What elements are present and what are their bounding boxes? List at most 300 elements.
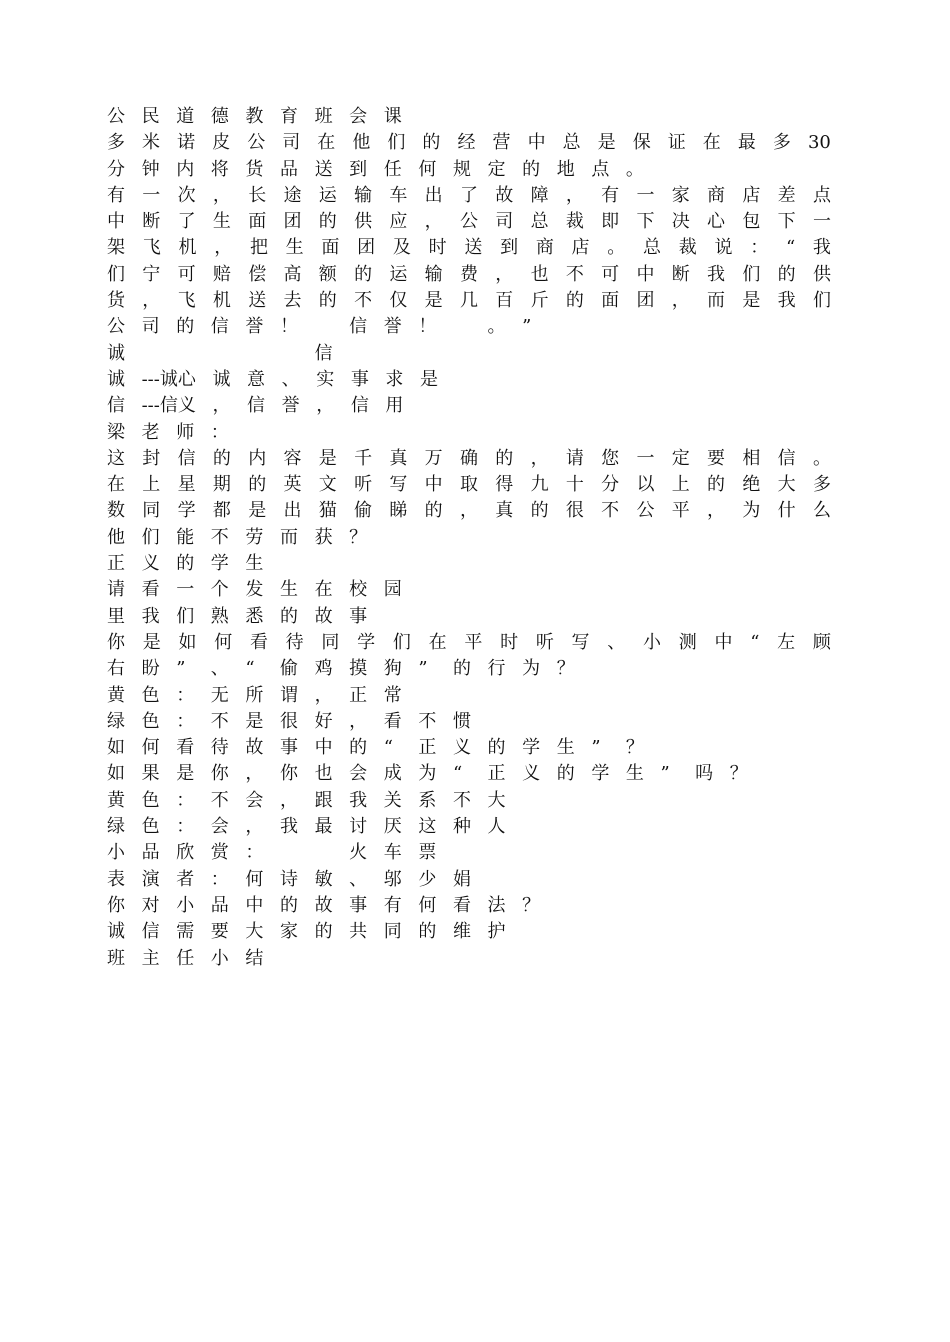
text-token: 不 — [601, 500, 620, 522]
section-heading — [107, 341, 831, 367]
text-token: 最 — [737, 132, 756, 154]
text-token: 者 — [176, 868, 195, 890]
text-token: 信 — [350, 395, 369, 417]
text-token: 。 — [625, 158, 644, 180]
text-token: 架 — [107, 237, 125, 259]
text-token: 在 — [314, 579, 333, 601]
text-token: 信 — [107, 395, 125, 417]
text-token: 去 — [283, 290, 302, 312]
text-token: 商 — [535, 237, 554, 259]
text-token: 地 — [556, 158, 575, 180]
text-token: 。 — [607, 237, 626, 259]
text-token: 得 — [495, 474, 514, 496]
text-token: 有 — [107, 184, 125, 206]
text-token: 了 — [177, 211, 196, 233]
text-token: 系 — [418, 789, 437, 811]
text-line — [107, 183, 831, 209]
text-token: 结 — [245, 947, 264, 969]
text-token: 英 — [283, 474, 302, 496]
text-token: 你 — [107, 631, 125, 653]
text-token: 法 — [487, 894, 506, 916]
text-token: 生 — [625, 763, 644, 785]
text-token: 总 — [562, 132, 581, 154]
text-token: 班 — [107, 947, 125, 969]
text-token: 表 — [107, 868, 125, 890]
text-token: 护 — [487, 921, 506, 943]
text-token: 吗 — [695, 763, 714, 785]
text-token: 飞 — [177, 290, 196, 312]
text-token: 正 — [418, 737, 437, 759]
text-line — [107, 235, 831, 261]
text-token: 货 — [245, 158, 264, 180]
text-token: 的 — [565, 290, 584, 312]
text-token: 什 — [777, 500, 796, 522]
text-token: 文 — [318, 474, 337, 496]
text-token: 保 — [632, 132, 651, 154]
text-token: 应 — [389, 211, 408, 233]
text-token: 营 — [492, 132, 511, 154]
text-token — [280, 840, 315, 866]
text-token: 这 — [418, 816, 437, 838]
text-token: 信 — [349, 316, 368, 338]
text-token: 火 — [349, 842, 368, 864]
text-token: ---诚 — [141, 368, 178, 390]
text-token: 信 — [210, 316, 229, 338]
text-token: 为 — [418, 763, 437, 785]
text-token: 证 — [667, 132, 686, 154]
text-line — [107, 525, 831, 551]
text-token: 宁 — [142, 263, 161, 285]
text-token: 义 — [522, 763, 541, 785]
text-token: ， — [214, 237, 233, 259]
text-token: 信 — [314, 342, 333, 364]
text-token: 公 — [636, 500, 655, 522]
text-token: 公 — [107, 316, 125, 338]
text-token: 把 — [249, 237, 268, 259]
text-token: 的 — [707, 474, 726, 496]
text-token: 总 — [530, 211, 549, 233]
text-token: 义 — [452, 737, 471, 759]
text-token: 了 — [459, 184, 478, 206]
text-token: 供 — [354, 211, 373, 233]
text-token: 请 — [565, 447, 584, 469]
text-token: 顾 — [812, 631, 831, 653]
text-token: 是 — [742, 290, 761, 312]
text-line — [107, 709, 831, 735]
text-token: 信 — [247, 395, 266, 417]
text-token: 上 — [671, 474, 690, 496]
text-token: 园 — [383, 579, 402, 601]
text-token: 在 — [107, 474, 125, 496]
text-token: 的 — [248, 474, 267, 496]
text-token: 所 — [245, 684, 264, 706]
text-token: ？ — [349, 526, 368, 548]
text-token: 主 — [141, 947, 160, 969]
text-token: 写 — [389, 474, 408, 496]
text-token: 送 — [314, 158, 333, 180]
text-token: 信 — [777, 447, 796, 469]
text-token: 誉 — [245, 316, 264, 338]
text-token: 生 — [212, 211, 231, 233]
text-token: 的 — [522, 158, 541, 180]
text-token: 长 — [248, 184, 267, 206]
text-token: 封 — [142, 447, 161, 469]
text-token: 故 — [314, 605, 333, 627]
text-token: 绿 — [107, 816, 125, 838]
text-token: 也 — [314, 763, 333, 785]
text-token: 是 — [424, 290, 443, 312]
text-token: 盼 — [141, 658, 160, 680]
text-token: 额 — [318, 263, 337, 285]
text-token: 到 — [500, 237, 519, 259]
text-token: 何 — [418, 158, 437, 180]
text-token: 容 — [283, 447, 302, 469]
text-token: 种 — [452, 816, 471, 838]
text-token: 期 — [212, 474, 231, 496]
text-line — [107, 919, 831, 945]
text-token: 色 — [141, 684, 160, 706]
text-token: ” — [176, 658, 186, 680]
text-token: 可 — [601, 263, 620, 285]
text-token: 绿 — [107, 710, 125, 732]
text-token: 取 — [459, 474, 478, 496]
text-token: 次 — [177, 184, 196, 206]
text-token: 我 — [812, 237, 831, 259]
text-token: “ — [750, 631, 760, 653]
text-token: 事 — [350, 368, 369, 390]
text-token: 输 — [424, 263, 443, 285]
text-token: ， — [707, 500, 726, 522]
text-token: 正 — [487, 763, 506, 785]
text-token — [315, 314, 350, 340]
text-token: ： — [245, 842, 264, 864]
text-token: 小 — [643, 631, 662, 653]
text-line — [107, 867, 831, 893]
text-token: 行 — [487, 658, 506, 680]
text-line — [107, 130, 831, 156]
text-token: 色 — [141, 710, 160, 732]
text-token: 出 — [424, 184, 443, 206]
text-line — [107, 893, 831, 919]
text-token: 车 — [389, 184, 408, 206]
text-token: 不 — [565, 263, 584, 285]
text-token: ， — [212, 184, 231, 206]
text-token: 而 — [707, 290, 726, 312]
text-token: 内 — [248, 447, 267, 469]
text-token: 运 — [318, 184, 337, 206]
text-token: 心 — [177, 368, 196, 390]
text-token: 十 — [565, 474, 584, 496]
text-token: 裁 — [678, 237, 697, 259]
text-token: 你 — [279, 763, 298, 785]
text-token: 几 — [459, 290, 478, 312]
text-token: 的 — [530, 500, 549, 522]
text-token: 班 — [314, 106, 333, 127]
text-line — [107, 946, 831, 972]
text-token: 大 — [245, 921, 264, 943]
text-token: 出 — [283, 500, 302, 522]
text-token: 会 — [349, 106, 368, 127]
text-token: 定 — [487, 158, 506, 180]
text-token: 看 — [452, 894, 471, 916]
text-token: ， — [349, 710, 368, 732]
text-token: 的 — [279, 605, 298, 627]
text-token: 家 — [671, 184, 690, 206]
text-token: 演 — [141, 868, 160, 890]
text-token: 很 — [279, 710, 298, 732]
text-token: 何 — [418, 894, 437, 916]
text-token: 诺 — [177, 132, 196, 154]
text-token: 同 — [142, 500, 161, 522]
text-token: ？ — [729, 763, 748, 785]
text-line — [107, 735, 831, 761]
text-token: 德 — [210, 106, 229, 127]
text-token: 规 — [452, 158, 471, 180]
text-token: 的 — [424, 500, 443, 522]
text-token: 诚 — [107, 342, 125, 364]
text-token: 赔 — [212, 263, 231, 285]
text-token: 在 — [702, 132, 721, 154]
text-token: 熟 — [210, 605, 229, 627]
text-token: 运 — [389, 263, 408, 285]
text-token: 可 — [177, 263, 196, 285]
text-token: 誉 — [281, 395, 300, 417]
text-token: 他 — [107, 526, 125, 548]
text-token: 个 — [210, 579, 229, 601]
text-token: 小 — [176, 894, 195, 916]
text-token: 右 — [107, 658, 125, 680]
text-token: 上 — [142, 474, 161, 496]
text-token: 学 — [591, 763, 610, 785]
text-token: 中 — [107, 211, 125, 233]
text-token: 高 — [283, 263, 302, 285]
text-token: 的 — [452, 658, 471, 680]
text-token: 绝 — [742, 474, 761, 496]
text-token: 百 — [495, 290, 514, 312]
text-token: 品 — [210, 894, 229, 916]
text-token: 30 — [807, 132, 831, 154]
text-token: 下 — [636, 211, 655, 233]
text-token: 需 — [176, 921, 195, 943]
text-token: 摸 — [349, 658, 368, 680]
text-token: 商 — [707, 184, 726, 206]
text-token: 师 — [176, 421, 195, 443]
text-token: 这 — [107, 447, 125, 469]
text-token: 里 — [107, 605, 125, 627]
text-token: 诚 — [212, 368, 231, 390]
text-token: 的 — [314, 921, 333, 943]
text-token: ？ — [522, 894, 541, 916]
text-token: 左 — [777, 631, 796, 653]
text-token: 不 — [452, 789, 471, 811]
text-token: 老 — [141, 421, 160, 443]
text-token: 决 — [671, 211, 690, 233]
text-token: 是 — [420, 368, 438, 390]
text-token: 真 — [389, 447, 408, 469]
text-token: 内 — [176, 158, 195, 180]
text-token: 学 — [522, 737, 541, 759]
text-token: ， — [279, 789, 298, 811]
text-token: 为 — [522, 658, 541, 680]
text-token: 即 — [601, 211, 620, 233]
text-token: ， — [142, 290, 161, 312]
text-token: 有 — [383, 894, 402, 916]
text-token: 们 — [742, 263, 761, 285]
text-token: 事 — [349, 894, 368, 916]
text-token: 不 — [210, 710, 229, 732]
text-token: 千 — [354, 447, 373, 469]
text-token: 的 — [176, 553, 195, 575]
text-token: 票 — [418, 842, 437, 864]
text-token: 成 — [383, 763, 402, 785]
text-token: 不 — [354, 290, 373, 312]
text-line — [107, 288, 831, 314]
text-token: 分 — [107, 158, 125, 180]
text-token: ： — [176, 816, 195, 838]
text-token: 如 — [107, 763, 125, 785]
text-token: 我 — [141, 605, 160, 627]
text-token: 大 — [487, 789, 506, 811]
text-token: 故 — [314, 894, 333, 916]
text-token: 无 — [210, 684, 229, 706]
text-token: ” — [591, 737, 601, 759]
text-token: 实 — [316, 368, 335, 390]
text-token: 米 — [142, 132, 161, 154]
text-token: 不 — [210, 526, 229, 548]
text-token: 多 — [107, 132, 125, 154]
text-token: 小 — [107, 842, 125, 864]
text-token: 团 — [357, 237, 376, 259]
text-token: 好 — [314, 710, 333, 732]
text-token: 欣 — [176, 842, 195, 864]
text-token: ： — [750, 237, 769, 259]
text-line — [107, 472, 831, 498]
text-token: 同 — [383, 921, 402, 943]
text-token: 很 — [565, 500, 584, 522]
text-token: 断 — [671, 263, 690, 285]
text-token: 诚 — [107, 368, 125, 390]
text-token: “ — [383, 737, 393, 759]
text-token: 家 — [279, 921, 298, 943]
text-token: 下 — [777, 211, 796, 233]
text-token: 公 — [107, 106, 125, 127]
text-token: ， — [245, 763, 264, 785]
text-line — [107, 656, 831, 682]
text-line — [107, 761, 831, 787]
text-token: 输 — [354, 184, 373, 206]
text-token: 共 — [349, 921, 368, 943]
text-token: 是 — [597, 132, 616, 154]
text-token: 相 — [742, 447, 761, 469]
text-token: ， — [212, 395, 231, 417]
text-line — [107, 683, 831, 709]
text-token: 意 — [247, 368, 266, 390]
text-token: 娟 — [452, 868, 471, 890]
text-line — [107, 157, 831, 183]
text-token: 们 — [141, 526, 160, 548]
text-line — [107, 577, 831, 603]
text-line — [107, 209, 831, 235]
text-token: 是 — [318, 447, 337, 469]
text-token: 多 — [812, 474, 831, 496]
text-token: ， — [424, 211, 443, 233]
text-token: 的 — [354, 263, 373, 285]
text-token: 中 — [245, 894, 264, 916]
text-token: 为 — [742, 500, 761, 522]
text-token — [142, 341, 177, 367]
text-token: 时 — [500, 631, 519, 653]
text-token: 分 — [601, 474, 620, 496]
text-token: 一 — [142, 184, 161, 206]
text-token: 校 — [349, 579, 368, 601]
text-token: ！ — [418, 316, 437, 338]
text-token: 一 — [636, 184, 655, 206]
text-token: 关 — [383, 789, 402, 811]
text-token: 您 — [601, 447, 620, 469]
text-token: 中 — [314, 737, 333, 759]
text-token: 育 — [279, 106, 298, 127]
text-token: 我 — [707, 263, 726, 285]
text-token: 的 — [487, 737, 506, 759]
text-token: 课 — [383, 106, 402, 127]
text-token: 讨 — [349, 816, 368, 838]
text-token: 、 — [210, 658, 229, 680]
text-token: 偿 — [248, 263, 267, 285]
text-token: 故 — [245, 737, 264, 759]
text-token: 看 — [249, 631, 268, 653]
text-token: 何 — [141, 737, 160, 759]
text-token: 定 — [671, 447, 690, 469]
text-token: 色 — [141, 816, 160, 838]
text-token: 团 — [283, 211, 302, 233]
text-token: 星 — [177, 474, 196, 496]
text-token: 费 — [459, 263, 478, 285]
text-token: ， — [314, 684, 333, 706]
text-token: 是 — [176, 763, 195, 785]
text-token: 点 — [591, 158, 610, 180]
text-token: 少 — [418, 868, 437, 890]
text-token: 一 — [636, 447, 655, 469]
text-token: 的 — [318, 211, 337, 233]
text-token: 生 — [279, 579, 298, 601]
text-token: 团 — [636, 290, 655, 312]
text-token: 一 — [176, 579, 195, 601]
text-token: 请 — [107, 579, 125, 601]
text-token: 学 — [177, 500, 196, 522]
text-token — [245, 341, 280, 367]
text-line — [107, 393, 831, 419]
text-line — [107, 814, 831, 840]
text-token: ， — [565, 184, 584, 206]
text-token: 大 — [777, 474, 796, 496]
text-token: 在 — [317, 132, 336, 154]
text-token: 的 — [495, 447, 514, 469]
text-token: 差 — [777, 184, 796, 206]
text-token: 教 — [245, 106, 264, 127]
text-token: 看 — [176, 737, 195, 759]
text-token: 人 — [487, 816, 506, 838]
text-token: 斤 — [530, 290, 549, 312]
text-token: 品 — [141, 842, 160, 864]
text-token: 在 — [428, 631, 447, 653]
text-token: 跟 — [314, 789, 333, 811]
text-token: 正 — [107, 553, 125, 575]
text-token: 誉 — [383, 316, 402, 338]
text-token: 小 — [210, 947, 229, 969]
text-token: ， — [495, 263, 514, 285]
text-token: 诚 — [107, 921, 125, 943]
text-token: 要 — [707, 447, 726, 469]
